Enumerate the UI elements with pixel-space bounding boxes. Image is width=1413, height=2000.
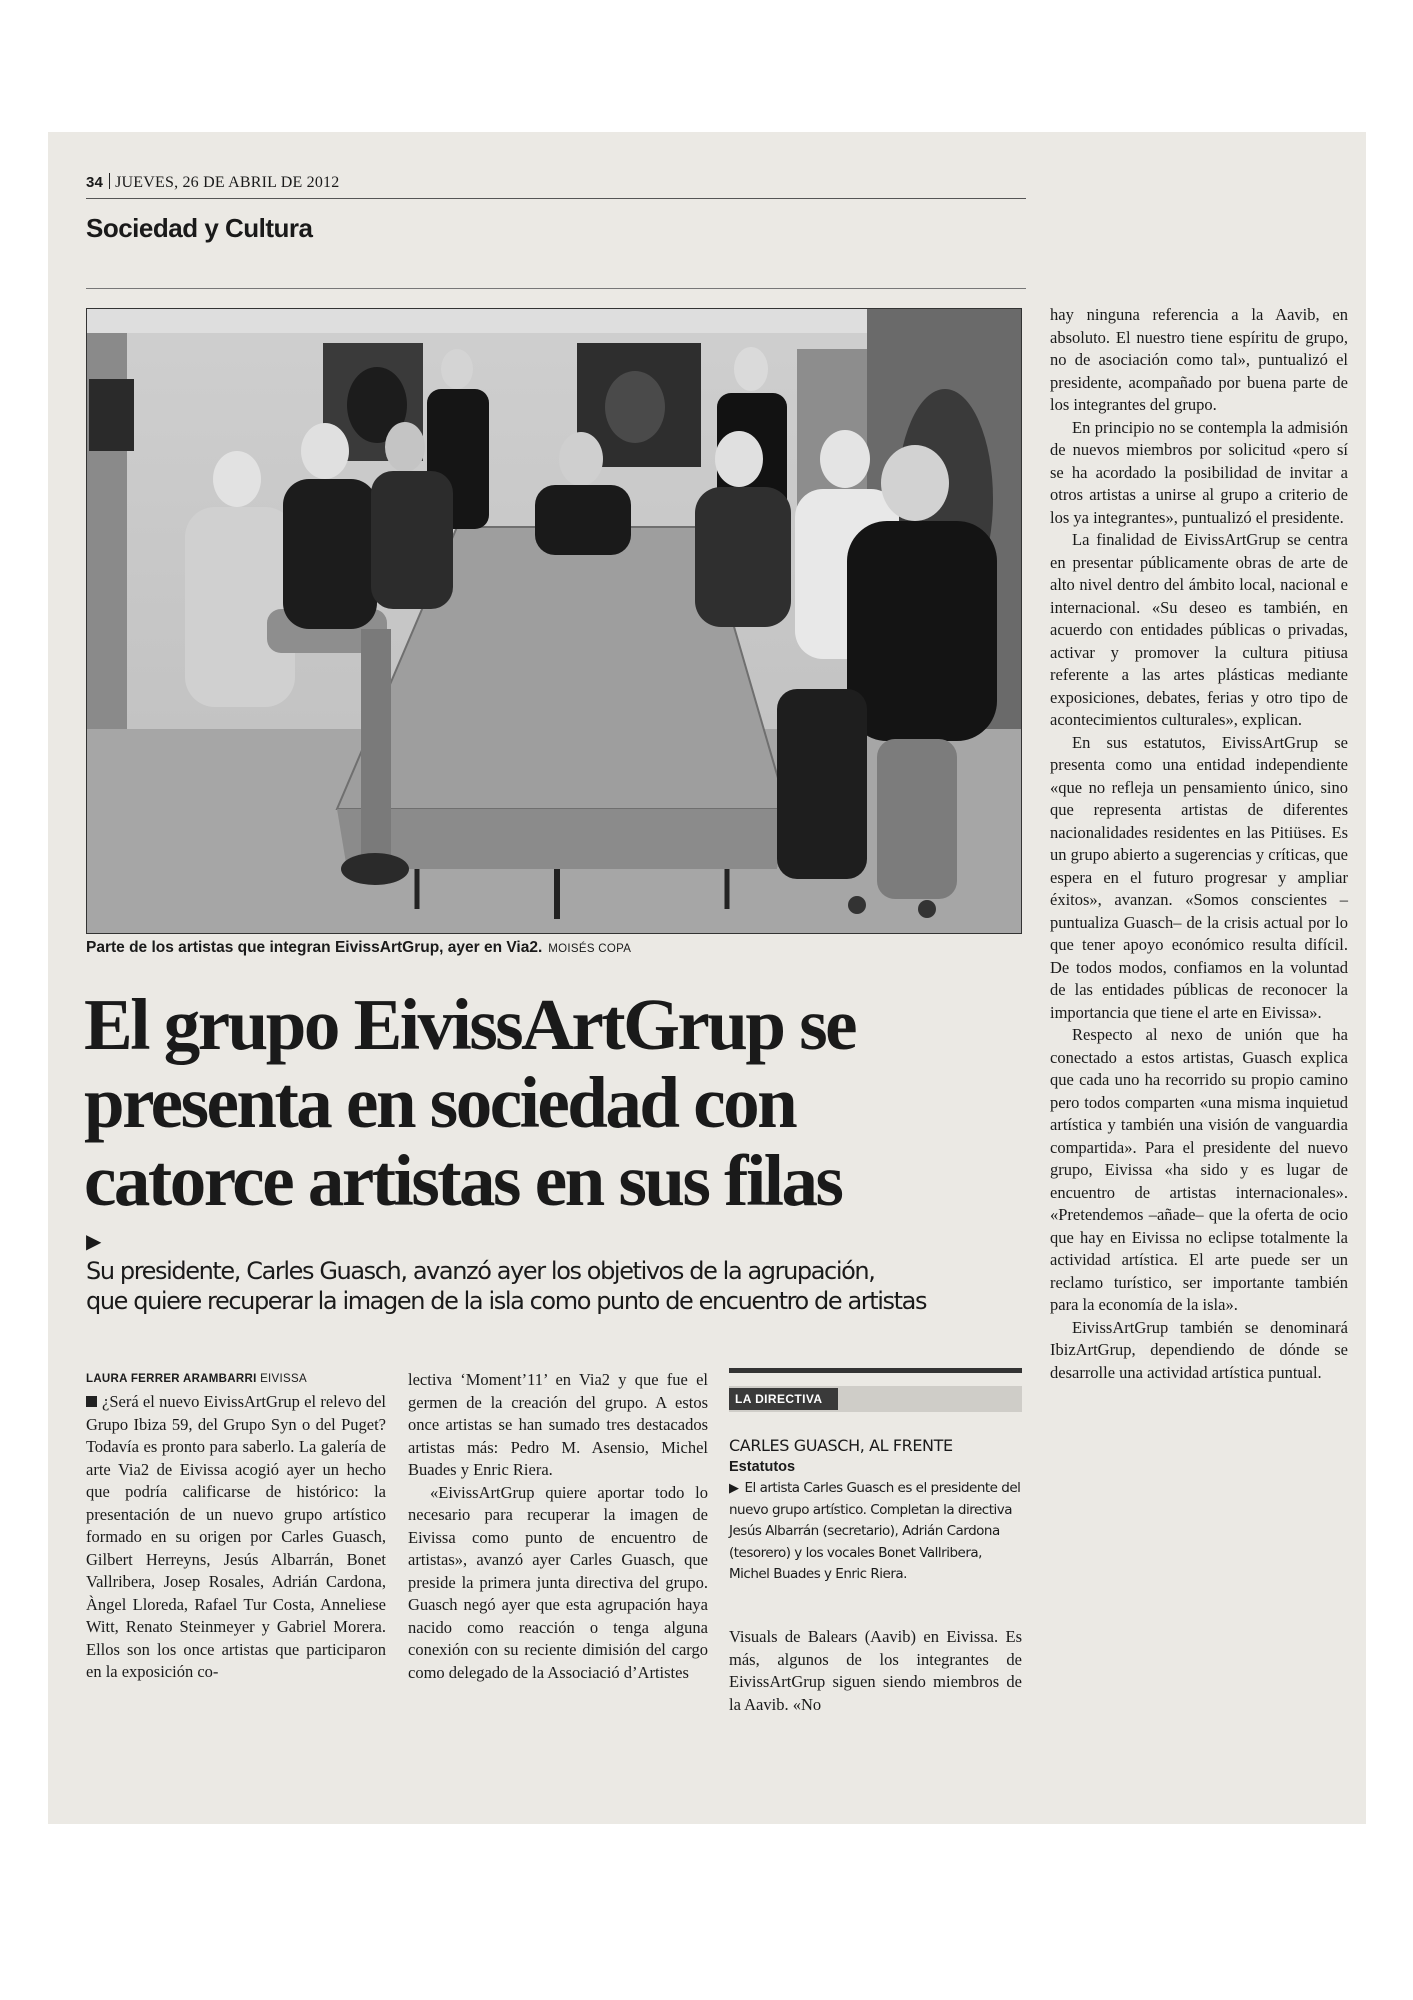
sidebar-subtitle: Estatutos	[729, 1459, 796, 1475]
article-paragraph: En principio no se contempla la admisión de nuevos miembros por solicitud «pero sí se ha acordado la posibilidad de invitar a otros artistas a unirse al grupo a criterio de los ya integrantes», puntualizó el presidente.	[1050, 417, 1348, 527]
dateline-location: EIVISSA	[260, 1373, 307, 1385]
page-number: 34	[86, 174, 104, 191]
subheadline-text: Su presidente, Carles Guasch, avanzó ayer los objetivos de la agrupación,	[86, 1257, 875, 1285]
article-column-3	[729, 1626, 1022, 1716]
square-bullet-icon	[86, 1396, 97, 1407]
section-title: Sociedad y Cultura	[86, 213, 313, 243]
article-paragraph: lectiva ‘Moment’11’ en Via2 y que fue el germen de la creación del grupo. A estos once artistas se han sumado tres destacados artistas más: Pedro M. Asensio, Michel Buades y Enric Riera.	[408, 1370, 708, 1479]
caption-text: Parte de los artistas que integran EivissArtGrup, ayer en Via2.	[86, 939, 543, 956]
page-folio	[86, 173, 339, 192]
triangle-bullet-icon: ▶	[86, 1229, 100, 1253]
sidebar-title: LA DIRECTIVA	[729, 1388, 838, 1410]
top-rule	[86, 198, 1026, 199]
article-column-4	[1050, 304, 1348, 1384]
byline	[86, 1373, 307, 1385]
painting-left	[89, 379, 134, 451]
section-rule	[86, 288, 1026, 289]
article-paragraph: Respecto al nexo de unión que ha conectado a estos artistas, Guasch explica que cada uno ha recorrido su propio camino pero todos comparten «una misma inquietud artística y también una visión de vanguardia compartida». Para el presidente del nuevo grupo, Eivissa «ha sido y es lugar de encuentro de artistas internacionales». «Pretendemos –añade– que la oferta de ocio que hay en Eivissa no eclipse totalmente la actividad artística. El arte puede ser un reclamo turístico, ser importante también para la economía de la isla».	[1050, 1025, 1348, 1314]
photo-caption	[86, 939, 631, 957]
headline	[84, 986, 1044, 1220]
sidebar-kicker: CARLES GUASCH, AL FRENTE	[729, 1436, 953, 1455]
article-paragraph: En sus estatutos, EivissArtGrup se presenta como una entidad independiente «que no refleja un pensamiento único, sino que representa artistas de diferentes nacionalidades residentes en las Pitiüses. Es un grupo abierto a sugerencias y críticas, que espera en el futuro progresar y ampliar éxitos», avanzan. «Somos conscientes –puntualiza Guasch– de la crisis actual por lo que tener apoyo económico resulta difícil. De todos modos, confiamos en la voluntad de las entidades públicas de reconocer la importancia que tiene el arte en Eivissa».	[1050, 732, 1348, 1022]
photo-credit: MOISÉS COPA	[548, 943, 632, 955]
issue-date: JUEVES, 26 DE ABRIL DE 2012	[115, 174, 340, 191]
group-photo	[86, 308, 1022, 934]
author-name: LAURA FERRER ARAMBARRI	[86, 1373, 257, 1385]
headline-line: catorce artistas en sus filas	[84, 1140, 842, 1221]
article-paragraph: ¿Será el nuevo EivissArtGrup el relevo del Grupo Ibiza 59, del Grupo Syn o del Puget? Todavía es pronto para saberlo. La galería de arte Via2 de Eivissa acogió ayer un hecho que podría calificarse de histórico: la presentación de un nuevo grupo artístico formado en su origen por Carles Guasch, Gilbert Herreyns, Jesús Albarrán, Bonet Vallribera, Josep Rosales, Adrián Cardona, Àngel Lloreda, Rafael Tur Costa, Anneliese Witt, Renato Steinmeyer y Gabriel Morera. Ellos son los once artistas que participaron en la exposición co-	[86, 1392, 386, 1681]
article-paragraph: hay ninguna referencia a la Aavib, en absoluto. El nuestro tiene espíritu de grupo, no de asociación como tal», puntualizó el presidente, acompañado por buena parte de los integrantes del grupo.	[1050, 305, 1348, 414]
subheadline	[86, 1226, 1036, 1316]
article-paragraph: EivissArtGrup también se denominará IbizArtGrup, dependiendo de dónde se desarrolle una actividad artística puntual.	[1050, 1317, 1348, 1382]
article-column-2	[408, 1369, 708, 1684]
subheadline-line: que quiere recuperar la imagen de la isla como punto de encuentro de artistas	[86, 1287, 927, 1315]
article-paragraph: Visuals de Balears (Aavib) en Eivissa. Es más, algunos de los integrantes de EivissArtGrup siguen siendo miembros de la Aavib. «No	[729, 1627, 1022, 1714]
folio-divider	[109, 173, 110, 189]
article-column-1	[86, 1391, 386, 1684]
triangle-bullet-icon: ▶	[729, 1481, 739, 1496]
subheadline-line	[86, 1226, 1036, 1286]
article-paragraph: «EivissArtGrup quiere aportar todo lo necesario para recuperar la imagen de Eivissa como punto de encuentro de artistas», avanzó ayer Carles Guasch, que preside la primera junta directiva del grupo. Guasch negó ayer que esta agrupación haya nacido como reacción o tenga alguna conexión con su reciente dimisión del cargo como delegado de la Associació d’Artistes	[408, 1482, 708, 1682]
sidebar-text: El artista Carles Guasch es el presidente del nuevo grupo artístico. Completan la directiva Jesús Albarrán (secretario), Adrián Cardona (tesorero) y los vocales Bonet Vallribera, Michel Buades y Enric Riera.	[729, 1480, 1021, 1582]
headline-line: presenta en sociedad con	[84, 1062, 796, 1143]
sidebar-top-rule	[729, 1368, 1022, 1373]
article-paragraph: La finalidad de EivissArtGrup se centra en presentar públicamente obras de arte de alto nivel dentro del ámbito local, nacional e internacional. «Su deseo es también, en acuerdo con entidades públicas o privadas, activar y promover la cultura pitiusa referente a las artes plásticas mediante exposiciones, debates, ferias y otro tipo de acontecimientos culturales», explican.	[1050, 530, 1348, 729]
sidebar-body	[729, 1478, 1021, 1586]
headline-line: El grupo EivissArtGrup se	[84, 984, 856, 1065]
